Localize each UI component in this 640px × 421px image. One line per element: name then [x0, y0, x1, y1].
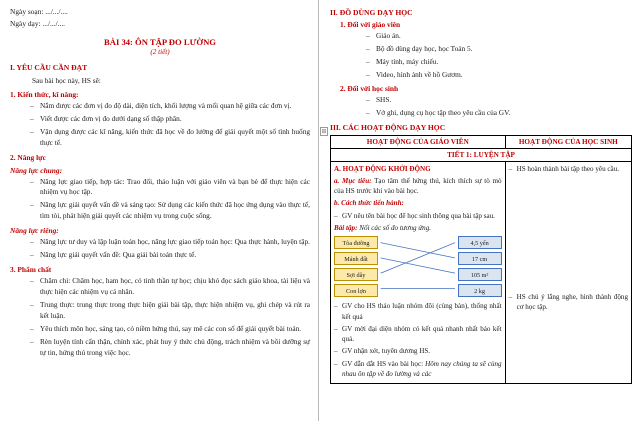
teacher-activity-cell	[331, 161, 506, 384]
activity-step: – GV cho HS thảo luận nhóm đôi (cùng bàn), thống nhất kết quả	[334, 301, 502, 322]
lead-in-text: Hôm nay chúng ta sẽ cùng nhau ôn tập về đo lường và các	[342, 359, 502, 378]
subheading-specific-competence: Năng lực riêng:	[10, 226, 59, 236]
table-band-row	[331, 148, 632, 161]
list-item: – Vở ghi, dụng cụ học tập theo yêu cầu của GV.	[330, 108, 632, 119]
list-item: – Nắm được các đơn vị đo độ dài, diện tích, khối lượng và mối quan hệ giữa các đơn vị.	[10, 101, 310, 112]
table-band-label: TIẾT 1: LUYỆN TẬP	[331, 148, 632, 161]
activity-heading: A. HOẠT ĐỘNG KHỞI ĐỘNG	[334, 164, 431, 173]
page-subtitle: (2 tiết)	[150, 47, 170, 56]
table-header-student: HOẠT ĐỘNG CỦA HỌC SINH	[505, 135, 631, 148]
match-item-right[interactable]: 4,5 yến	[458, 236, 502, 249]
subheading-qualities: 3. Phẩm chất	[10, 265, 52, 275]
subheading-competence: 2. Năng lực	[10, 152, 46, 162]
connector-lines-icon	[378, 236, 458, 297]
list-item: – Năng lực giao tiếp, hợp tác: Trao đổi, thảo luận với giáo viên và bạn bè để thực hiện các nhiệm vụ học tập.	[10, 177, 310, 199]
matching-left-column	[334, 236, 378, 297]
list-item: – Máy tính, máy chiếu.	[330, 57, 632, 68]
right-column	[318, 0, 640, 421]
student-step: – HS hoàn thành bài tập theo yêu cầu.	[509, 164, 628, 174]
objective-label: a. Mục tiêu:	[334, 176, 372, 185]
list-item: – Năng lực giải quyết vấn đề và sáng tạo: Sử dụng các kiến thức đã học ứng dụng vào thực tế, tìm tòi, phát hiện giải quyết các nhiệm vụ trong cuộc sống.	[10, 200, 310, 222]
match-item-left[interactable]: Sợi dây	[334, 268, 378, 281]
list-item: – Chăm chỉ: Chăm học, ham học, có tinh thần tự học; chịu khó đọc sách giáo khoa, tài liệu và thực hiện các nhiệm vụ cá nhân.	[10, 276, 310, 298]
exercise-label: Bài tập:	[334, 224, 358, 233]
subheading-knowledge-skills: 1. Kiến thức, kĩ năng:	[10, 89, 79, 99]
activity-step: – GV mời đại diện nhóm có kết quả nhanh nhất báo kết quả.	[334, 324, 502, 345]
exercise-line	[334, 223, 502, 233]
match-item-right[interactable]: 17 cm	[458, 252, 502, 265]
list-item: – Trung thực: trung thực trong thực hiện giải bài tập, thực hiện nhiệm vụ, ghi chép và rút ra kết luận.	[10, 300, 310, 322]
exercise-text: Nối các số đo tương ứng.	[357, 224, 432, 233]
table-header-row	[331, 135, 632, 148]
list-item: – Viết được các đơn vị đo dưới dạng số thập phân.	[10, 114, 310, 125]
section-heading-materials: II. ĐỒ DÙNG DẠY HỌC	[330, 8, 413, 17]
activity-objective	[334, 176, 502, 197]
subheading-general-competence: Năng lực chung:	[10, 165, 63, 175]
list-item: – Năng lực giải quyết vấn đề: Qua giải bài toán thực tế.	[10, 250, 310, 261]
matching-right-column	[458, 236, 502, 297]
activity-step	[334, 359, 502, 380]
list-item: – SHS.	[330, 95, 632, 106]
activities-table	[330, 135, 632, 385]
list-item: – Video, hình ảnh về hồ Gươm.	[330, 70, 632, 81]
objective-text: Tạo tâm thế hứng thú, kích thích sự tò mò của HS trước khi vào bài học.	[334, 176, 502, 196]
activity-step: – GV nêu tên bài học để học sinh thông qua bài tập sau.	[334, 211, 502, 221]
match-item-right[interactable]: 105 m²	[458, 268, 502, 281]
table-row	[331, 161, 632, 384]
table-header-teacher: HOẠT ĐỘNG CỦA GIÁO VIÊN	[331, 135, 506, 148]
header-line-day: Ngày dạy: .../.../....	[10, 18, 66, 28]
left-column	[0, 0, 318, 421]
list-item: – Rèn luyện tính cẩn thận, chính xác, phát huy ý thức chủ động, trách nhiệm và bồi dưỡng sự tự tin, hứng thú trong việc học.	[10, 337, 310, 359]
anchor-marker-icon: ⊞	[321, 129, 327, 135]
student-activity-cell	[505, 161, 631, 384]
list-item: – Vận dụng được các kĩ năng, kiến thức đã học về đo lường để giải quyết một số tình huống thực tế.	[10, 127, 310, 149]
lead-in-label: GV dẫn dắt HS vào bài học:	[342, 359, 424, 368]
section-heading-activities: III. CÁC HOẠT ĐỘNG DẠY HỌC	[330, 122, 446, 132]
match-item-left[interactable]: Mảnh đất	[334, 252, 378, 265]
match-item-right[interactable]: 2 kg	[458, 284, 502, 297]
list-item: – Giáo án.	[330, 31, 632, 42]
list-item: – Bộ đồ dùng dạy học, học Toán 5.	[330, 44, 632, 55]
header-line-soan: Ngày soạn: .../.../....	[10, 7, 68, 16]
match-item-left[interactable]: Con lợn	[334, 284, 378, 297]
matching-diagram	[334, 236, 502, 297]
section-heading-requirements: I. YÊU CẦU CẦN ĐẠT	[10, 62, 88, 72]
activity-method-label: b. Cách thức tiến hành:	[334, 199, 404, 208]
subheading-for-student: 2. Đối với học sinh	[340, 83, 399, 93]
activity-step: – GV nhận xét, tuyên dương HS.	[334, 346, 502, 356]
list-item: – Năng lực tư duy và lập luận toán học, năng lực giao tiếp toán học: Qua thực hành, luyện tập.	[10, 237, 310, 248]
requirements-intro: Sau bài học này, HS sẽ:	[32, 75, 101, 85]
page-title: BÀI 34: ÔN TẬP ĐO LƯỜNG	[104, 36, 216, 47]
subheading-for-teacher: 1. Đối với giáo viên	[340, 20, 401, 29]
student-step: – HS chú ý lắng nghe, hình thành động cơ học tập.	[509, 292, 628, 313]
matching-lines	[378, 236, 458, 297]
match-item-left[interactable]: Tòa đường	[334, 236, 378, 249]
list-item: – Yêu thích môn học, sáng tạo, có niềm hứng thú, say mê các con số để giải quyết bài toán.	[10, 324, 310, 335]
